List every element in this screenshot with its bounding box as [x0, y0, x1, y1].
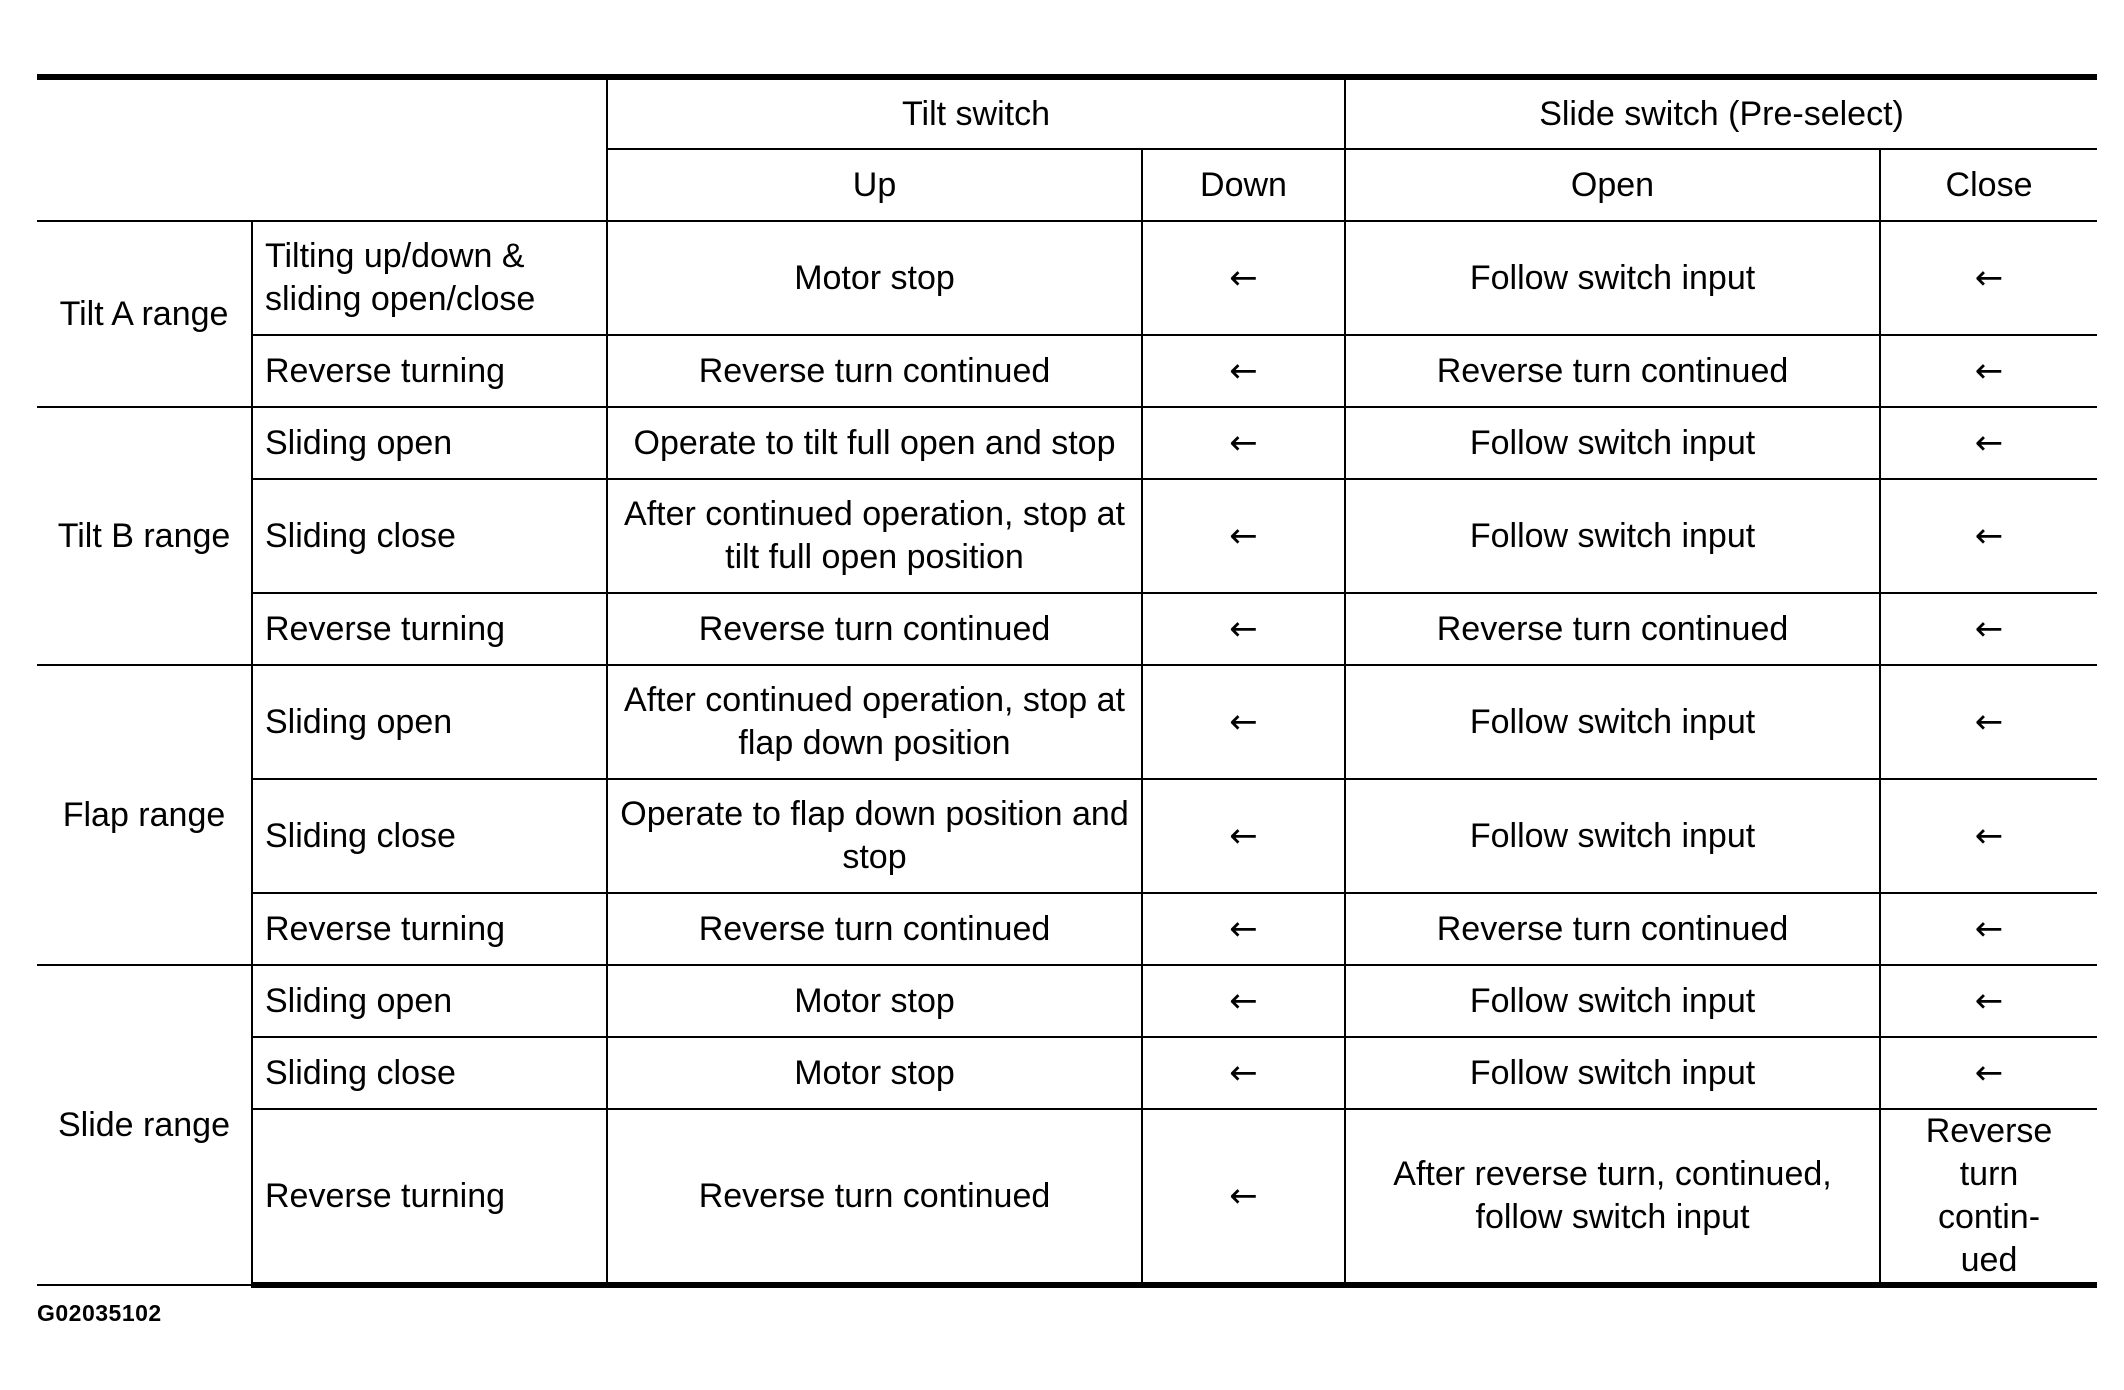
table-row: [37, 965, 2097, 1037]
operation-table-container: [37, 74, 2097, 1288]
slide-open-cell: Reverse turn continued: [1345, 593, 1880, 665]
tilt-down-cell: ←: [1142, 893, 1345, 965]
slide-open-cell: Reverse turn continued: [1345, 335, 1880, 407]
slide-close-cell: ←: [1880, 335, 2097, 407]
condition-cell: Reverse turning: [252, 335, 607, 407]
slide-open-cell: Follow switch input: [1345, 479, 1880, 593]
condition-cell: Sliding close: [252, 479, 607, 593]
table-row: [37, 407, 2097, 479]
condition-cell: Reverse turning: [252, 893, 607, 965]
table-row: [37, 665, 2097, 779]
tilt-up-cell: Motor stop: [607, 221, 1142, 335]
tilt-down-cell: ←: [1142, 479, 1345, 593]
condition-cell: Sliding open: [252, 665, 607, 779]
condition-cell: Sliding close: [252, 779, 607, 893]
tilt-down-cell: ←: [1142, 335, 1345, 407]
operation-table: [37, 74, 2097, 1288]
table-row: [37, 1109, 2097, 1285]
range-label-flap: Flap range: [37, 665, 252, 965]
tilt-up-cell: Reverse turn continued: [607, 335, 1142, 407]
range-label-tilt-a: Tilt A range: [37, 221, 252, 407]
tilt-down-cell: ←: [1142, 593, 1345, 665]
slide-close-cell: ←: [1880, 893, 2097, 965]
tilt-up-cell: Operate to flap down position and stop: [607, 779, 1142, 893]
tilt-down-cell: ←: [1142, 1037, 1345, 1109]
tilt-down-cell: ←: [1142, 407, 1345, 479]
slide-close-cell: ←: [1880, 221, 2097, 335]
slide-open-cell: After reverse turn, continued, follow switch input: [1345, 1109, 1880, 1285]
slide-close-cell: ←: [1880, 593, 2097, 665]
table-row: [37, 479, 2097, 593]
header-corner-blank: [37, 77, 607, 221]
tilt-up-cell: Reverse turn continued: [607, 893, 1142, 965]
slide-close-cell: ←: [1880, 665, 2097, 779]
table-row: [37, 335, 2097, 407]
slide-close-cell: ←: [1880, 965, 2097, 1037]
tilt-up-cell: Operate to tilt full open and stop: [607, 407, 1142, 479]
tilt-up-cell: Reverse turn continued: [607, 593, 1142, 665]
table-row: [37, 593, 2097, 665]
condition-cell: Tilting up/down & sliding open/close: [252, 221, 607, 335]
slide-open-cell: Follow switch input: [1345, 965, 1880, 1037]
slide-open-cell: Follow switch input: [1345, 665, 1880, 779]
tilt-down-cell: ←: [1142, 1109, 1345, 1285]
header-row-switches: [37, 77, 2097, 149]
header-up: Up: [607, 149, 1142, 221]
tilt-up-cell: Motor stop: [607, 1037, 1142, 1109]
tilt-down-cell: ←: [1142, 221, 1345, 335]
condition-cell: Sliding close: [252, 1037, 607, 1109]
condition-cell: Reverse turning: [252, 1109, 607, 1285]
slide-close-cell: ←: [1880, 1037, 2097, 1109]
slide-close-cell: ←: [1880, 779, 2097, 893]
condition-cell: Sliding open: [252, 965, 607, 1037]
figure-code: G02035102: [37, 1300, 162, 1326]
slide-open-cell: Reverse turn continued: [1345, 893, 1880, 965]
header-tilt-switch: Tilt switch: [607, 77, 1345, 149]
range-label-slide: Slide range: [37, 965, 252, 1285]
condition-cell: Reverse turning: [252, 593, 607, 665]
slide-close-cell: ←: [1880, 407, 2097, 479]
header-close: Close: [1880, 149, 2097, 221]
tilt-up-cell: After continued operation, stop at flap down position: [607, 665, 1142, 779]
tilt-down-cell: ←: [1142, 779, 1345, 893]
header-down: Down: [1142, 149, 1345, 221]
condition-cell: Sliding open: [252, 407, 607, 479]
tilt-down-cell: ←: [1142, 965, 1345, 1037]
slide-open-cell: Follow switch input: [1345, 221, 1880, 335]
slide-close-cell: ←: [1880, 479, 2097, 593]
table-row: [37, 221, 2097, 335]
tilt-up-cell: Reverse turn continued: [607, 1109, 1142, 1285]
table-row: [37, 1037, 2097, 1109]
tilt-up-cell: After continued operation, stop at tilt full open position: [607, 479, 1142, 593]
tilt-down-cell: ←: [1142, 665, 1345, 779]
table-row: [37, 893, 2097, 965]
header-slide-switch: Slide switch (Pre-select): [1345, 77, 2097, 149]
slide-open-cell: Follow switch input: [1345, 407, 1880, 479]
slide-open-cell: Follow switch input: [1345, 1037, 1880, 1109]
tilt-up-cell: Motor stop: [607, 965, 1142, 1037]
range-label-tilt-b: Tilt B range: [37, 407, 252, 665]
header-open: Open: [1345, 149, 1880, 221]
table-row: [37, 779, 2097, 893]
slide-close-cell: Reverse turn contin-ued: [1880, 1109, 2097, 1285]
slide-open-cell: Follow switch input: [1345, 779, 1880, 893]
